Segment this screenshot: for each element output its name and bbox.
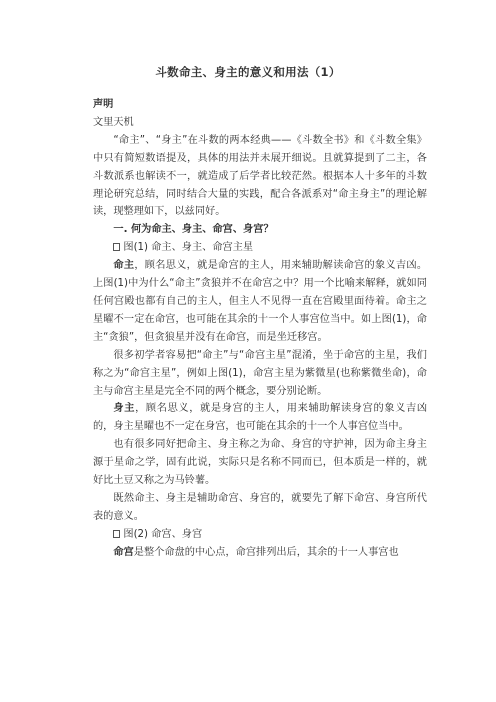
paragraph-minggong [93, 544, 427, 562]
paragraph-shenzhu-text: ，顾名思义，就是身宫的主人，用来辅助解读身宫的象义吉凶的，身主星曜也不一定在身宫，也可能在其余的十一个人事宫位当中。 [93, 403, 428, 433]
image-placeholder-icon [113, 530, 120, 538]
author-subheading: 文里天机 [93, 116, 134, 128]
paragraph-confusion: 很多初学者容易把“命主”与“命宫主星”混淆，坐于命宫的主星，我们称之为“命宫主星”，例如上图(1)，命宫主星为紫微星(也称紫微坐命)，命主与命宫主星是完全不同的两个概念，要分别论断。 [93, 349, 427, 397]
image-placeholder-icon [113, 243, 120, 251]
paragraph-minggong-lead: 命宫 [113, 546, 134, 558]
intro-paragraph: “命主”、“身主”在斗数的两本经典——《斗数全书》和《斗数全集》中只有简短数语提及，具体的用法并未展开细说。且就算提到了二主，各斗数派系也解读不一，就造成了后学者比较茫然。根据本人十多年的斗数理论研究总结，同时结合大量的实践，配合各派系对“命主身主”的理论解读，现整理如下，以兹同好。 [93, 134, 427, 218]
statement-heading: 声明 [93, 99, 114, 110]
figure-caption-2-text: 图(2) 命宫、身宫 [123, 528, 203, 540]
document-title: 斗数命主、身主的意义和用法（1） [155, 65, 341, 79]
figure-caption-1-text: 图(1) 命主、身主、命宫主星 [123, 242, 254, 254]
paragraph-transition: 既然命主、身主是辅助命宫、身宫的，就要先了解下命宫、身宫所代表的意义。 [93, 492, 427, 522]
paragraph-minggong-text: 是整个命盘的中心点，命宫排列出后，其余的十一人事宫也 [133, 546, 399, 558]
document-body [93, 96, 427, 562]
paragraph-mingzhu [93, 257, 427, 347]
paragraph-guardian: 也有很多同好把命主、身主称之为命、身宫的守护神，因为命主身主源于星命之学，固有此说，实际只是名称不同而已，但本质是一样的，就好比土豆又称之为马铃薯。 [93, 439, 427, 487]
figure-caption-2 [93, 526, 427, 544]
figure-caption-1 [93, 239, 427, 257]
section-heading-1: 一. 何为命主、身主、命宫、身宫？ [113, 224, 274, 236]
paragraph-shenzhu [93, 400, 427, 436]
paragraph-mingzhu-lead: 命主 [113, 260, 135, 272]
paragraph-mingzhu-text: ，顾名思义，就是命宫的主人，用来辅助解读命宫的象义吉凶。上图(1)中为什么“命主”贪狼并不在命宫之中？用一个比喻来解释，就如同任何宫殿也都有自己的主人，但主人不见得一直在宫殿里面待着。命主之星曜不一定在命宫，也可能在其余的十一个人事宫位当中。如上图(1)，命主“贪狼”，但贪狼星并没有在命宫，而是坐迁移宫。 [93, 260, 428, 343]
paragraph-shenzhu-lead: 身主 [113, 403, 136, 415]
